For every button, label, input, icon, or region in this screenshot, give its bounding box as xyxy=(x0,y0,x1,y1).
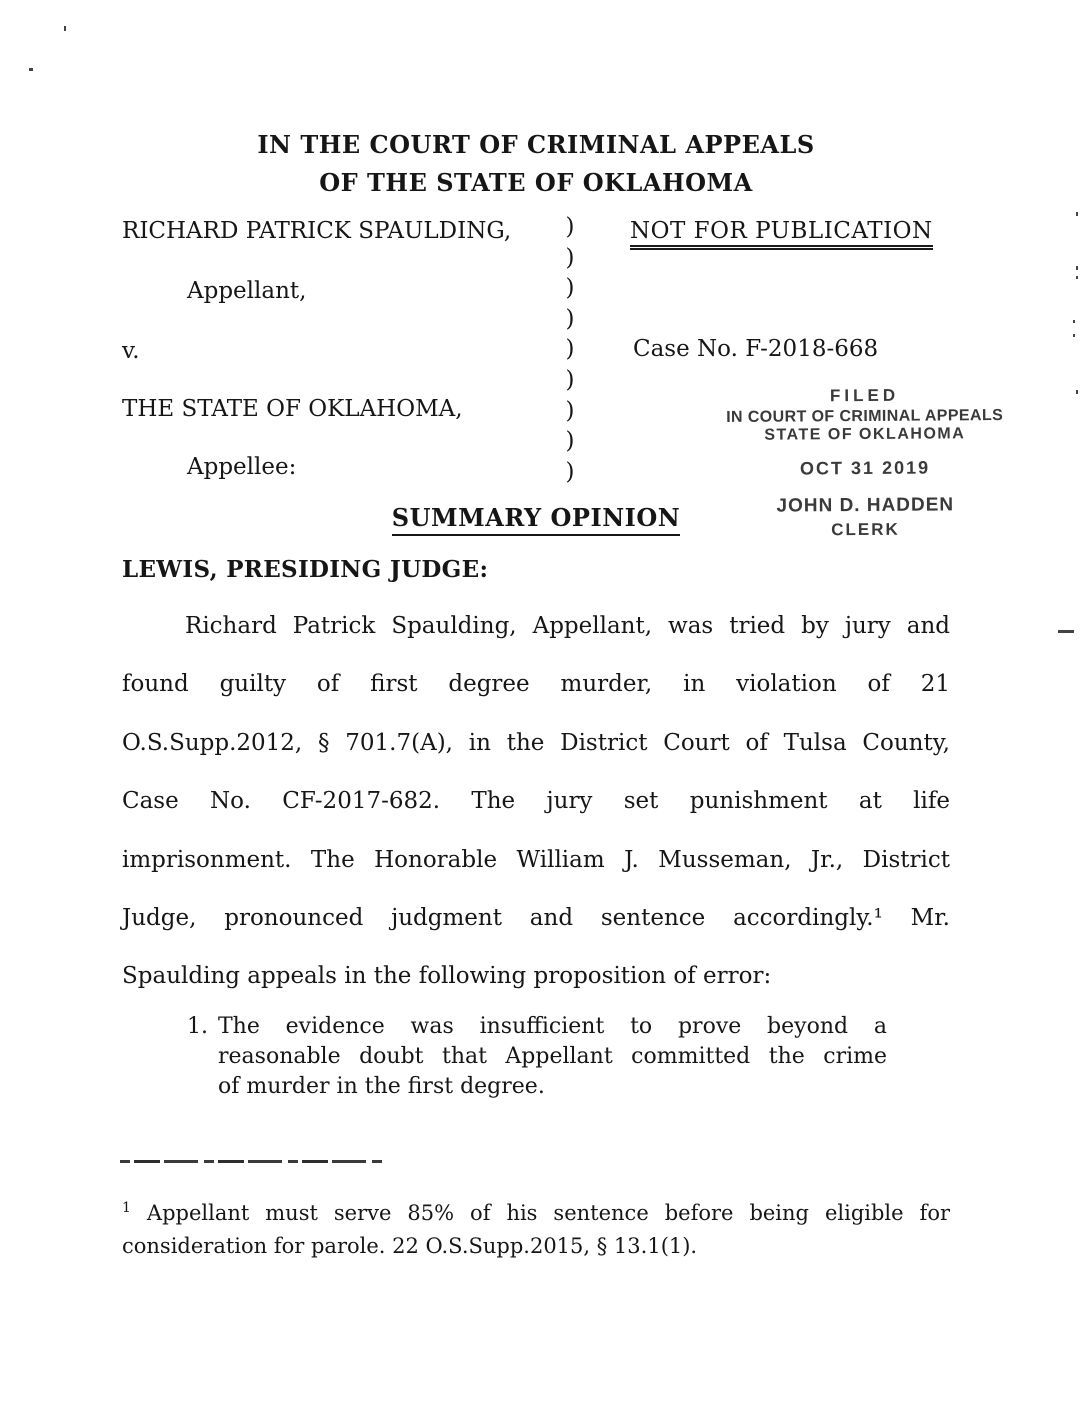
paragraph-line: Spaulding appeals in the following proposition of error: xyxy=(122,963,772,990)
paren-glyph: ) xyxy=(565,366,575,393)
stamp-state-line: STATE OF OKLAHOMA xyxy=(764,425,966,444)
opinion-paragraph xyxy=(122,597,950,1006)
scan-artifact xyxy=(29,68,33,71)
proposition-line: reasonable doubt that Appellant committed the crime xyxy=(218,1043,887,1069)
paren-glyph: ) xyxy=(565,244,575,271)
proposition-line-text: The evidence was insufficient to prove beyond a xyxy=(218,1014,887,1039)
court-title xyxy=(0,126,1072,202)
footnote-line: consideration for parole. 22 O.S.Supp.2015, § 13.1(1). xyxy=(122,1233,698,1258)
footnote-separator xyxy=(120,1160,382,1163)
stamp-clerk-name: JOHN D. HADDEN xyxy=(776,494,955,517)
paren-glyph: ) xyxy=(565,336,575,363)
paren-glyph: ) xyxy=(565,428,575,455)
summary-opinion-heading xyxy=(0,503,1072,532)
scan-artifact xyxy=(1073,334,1075,337)
scan-artifact xyxy=(1076,390,1078,394)
caption-versus: v. xyxy=(122,338,140,364)
stamp-clerk-title: CLERK xyxy=(831,519,900,540)
caption-paren-column xyxy=(563,212,577,487)
caption-plaintiff-role: Appellant, xyxy=(187,278,307,304)
scan-artifact xyxy=(1076,212,1078,216)
paragraph-line: imprisonment. The Honorable William J. Musseman, Jr., District xyxy=(122,846,950,873)
paragraph-line: found guilty of first degree murder, in violation of 21 xyxy=(122,671,950,698)
paragraph-line: Judge, pronounced judgment and sentence accordingly.¹ Mr. xyxy=(122,904,950,931)
paren-glyph: ) xyxy=(565,305,575,332)
paragraph-line: O.S.Supp.2012, § 701.7(A), in the District Court of Tulsa County, xyxy=(122,729,950,756)
scan-artifact xyxy=(1076,266,1078,270)
stamp-filed-label: FILED xyxy=(829,385,900,406)
proposition-number: 1. xyxy=(187,1014,208,1039)
caption-plaintiff: RICHARD PATRICK SPAULDING, xyxy=(122,218,512,244)
scan-artifact xyxy=(1073,320,1075,323)
court-title-line2: OF THE STATE OF OKLAHOMA xyxy=(319,168,753,197)
scan-artifact xyxy=(1076,276,1078,279)
caption-defendant: THE STATE OF OKLAHOMA, xyxy=(122,396,463,422)
scan-artifact xyxy=(64,26,66,31)
case-number: Case No. F-2018-668 xyxy=(633,336,879,362)
court-title-line1: IN THE COURT OF CRIMINAL APPEALS xyxy=(257,130,815,159)
footnote xyxy=(122,1192,950,1262)
presiding-judge-heading: LEWIS, PRESIDING JUDGE: xyxy=(122,556,489,583)
stamp-date: OCT 31 2019 xyxy=(799,457,931,479)
proposition-item xyxy=(187,1012,887,1101)
summary-opinion-heading-text: SUMMARY OPINION xyxy=(392,503,680,536)
stamp-court-line: IN COURT OF CRIMINAL APPEALS xyxy=(726,407,1004,426)
caption-defendant-role: Appellee: xyxy=(187,454,297,480)
proposition-line: of murder in the first degree. xyxy=(218,1073,545,1099)
scan-artifact xyxy=(1058,630,1074,633)
paren-glyph: ) xyxy=(565,275,575,302)
footnote-line xyxy=(122,1192,950,1230)
paragraph-line: Richard Patrick Spaulding, Appellant, was tried by jury and xyxy=(185,613,950,639)
proposition-line xyxy=(187,1012,887,1042)
not-for-publication-label: NOT FOR PUBLICATION xyxy=(630,218,933,250)
paren-glyph: ) xyxy=(565,458,575,485)
footnote-marker: 1 xyxy=(122,1200,131,1216)
paren-glyph: ) xyxy=(565,397,575,424)
footnote-line-text: Appellant must serve 85% of his sentence before being eligible for xyxy=(146,1201,950,1225)
paren-glyph: ) xyxy=(565,214,575,240)
paragraph-line: Case No. CF-2017-682. The jury set punishment at life xyxy=(122,788,950,815)
